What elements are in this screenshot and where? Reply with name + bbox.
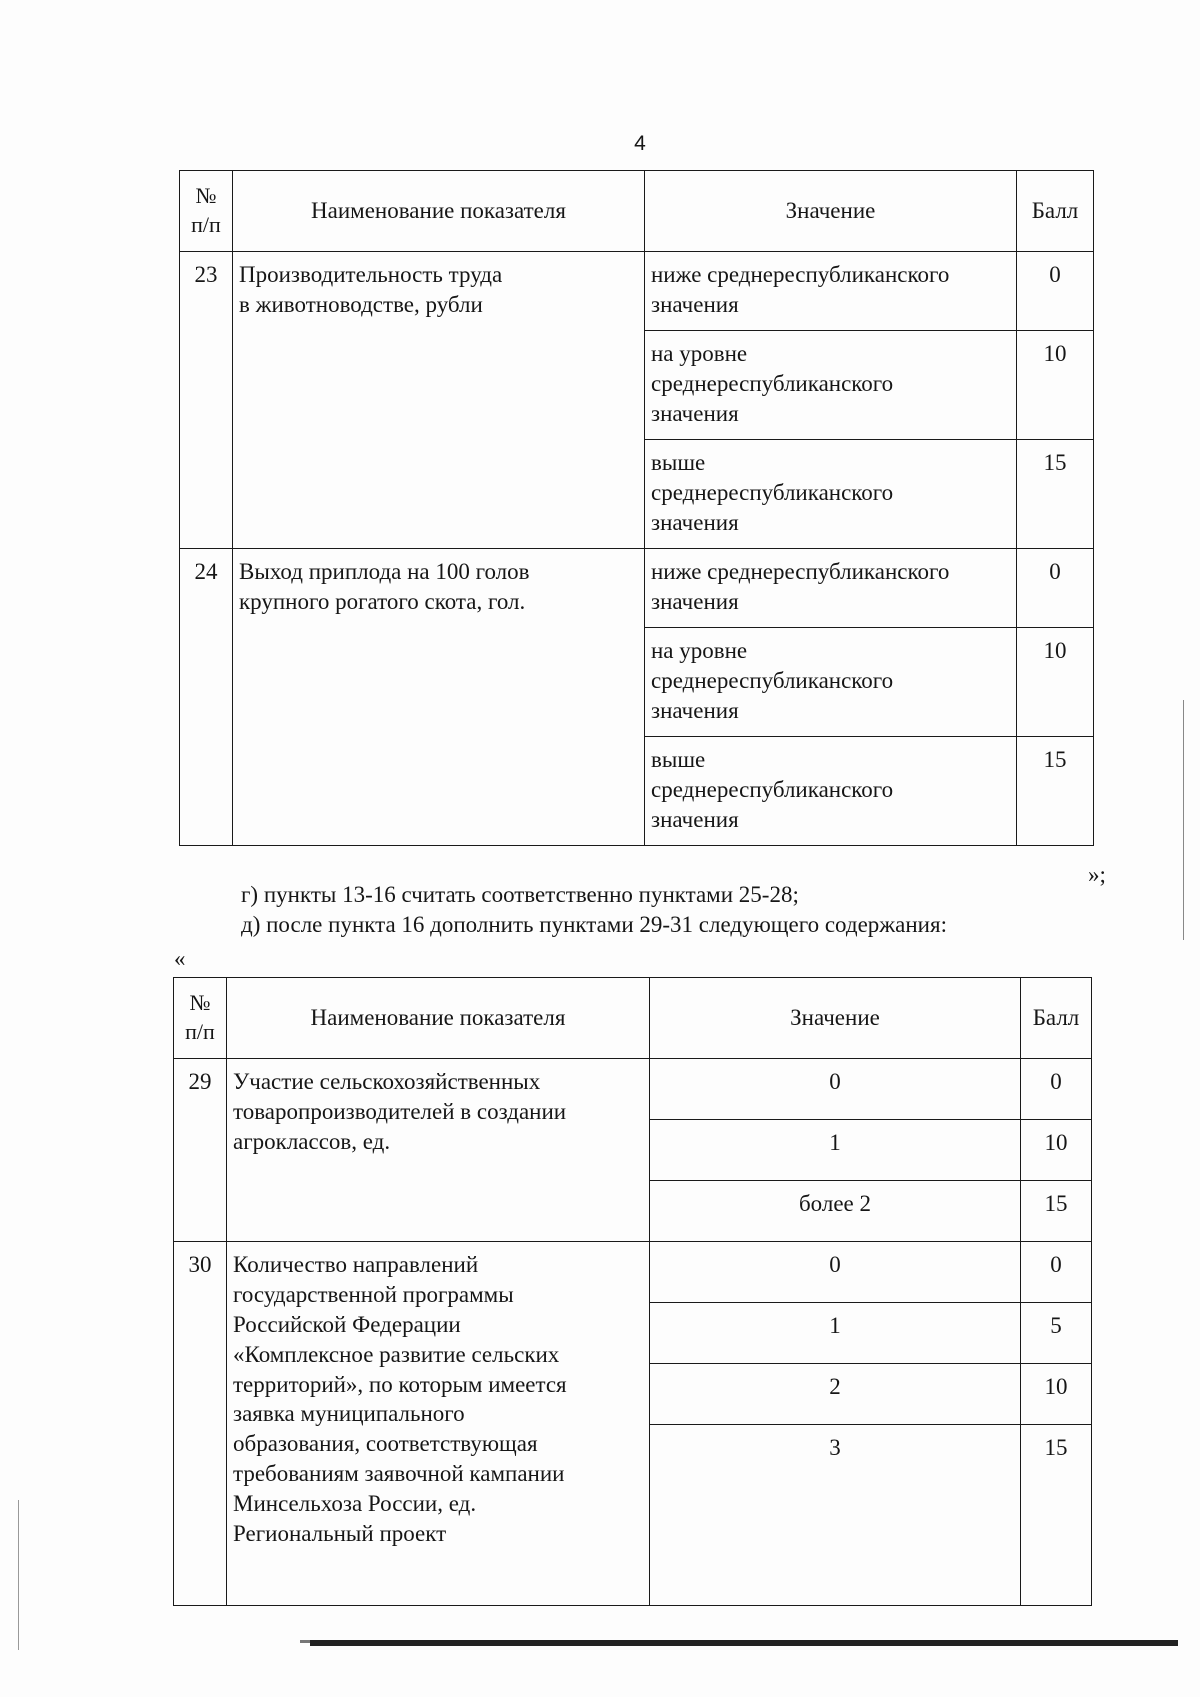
score-cell: 10	[1021, 1364, 1092, 1425]
value-cell: 0	[650, 1242, 1021, 1303]
header-score: Балл	[1017, 171, 1094, 252]
value-cell: выше среднереспубликанского значения	[645, 737, 1017, 846]
value-cell: 1	[650, 1303, 1021, 1364]
score-cell: 10	[1017, 628, 1094, 737]
score-cell: 0	[1021, 1242, 1092, 1303]
table-header-row	[174, 978, 1092, 1059]
paragraph-d: д) после пункта 16 дополнить пунктами 29-31 следующего содержания:	[241, 912, 947, 937]
row-number: 29	[174, 1059, 227, 1242]
value-cell: на уровне среднереспубликанского значения	[645, 628, 1017, 737]
page-number: 4	[634, 132, 646, 155]
row-number: 23	[180, 252, 233, 549]
score-cell: 10	[1017, 331, 1094, 440]
opening-quote: «	[174, 946, 186, 971]
indicator-name: Выход приплода на 100 голов крупного рогатого скота, гол.	[233, 549, 645, 846]
table-row	[174, 1242, 1092, 1303]
value-cell: 3	[650, 1425, 1021, 1606]
score-cell: 10	[1021, 1120, 1092, 1181]
header-name: Наименование показателя	[227, 978, 650, 1059]
header-value: Значение	[645, 171, 1017, 252]
paragraph-g: г) пункты 13-16 считать соответственно пунктами 25-28;	[241, 882, 799, 907]
value-cell: 0	[650, 1059, 1021, 1120]
value-cell: ниже среднереспубликанского значения	[645, 549, 1017, 628]
scan-edge-right	[1183, 700, 1184, 940]
value-cell: 1	[650, 1120, 1021, 1181]
score-cell: 0	[1017, 252, 1094, 331]
score-cell: 0	[1017, 549, 1094, 628]
header-num: № п/п	[174, 978, 227, 1059]
score-cell: 5	[1021, 1303, 1092, 1364]
table-row	[174, 1059, 1092, 1120]
value-cell: 2	[650, 1364, 1021, 1425]
table-row	[180, 549, 1094, 628]
indicator-name: Количество направлений государственной программы Российской Федерации «Комплексное развитие сельских территорий», по которым имеется заявка муниципального образования, соответствующая требованиям заявочной кампании Минсельхоза России, ед. Региональный проект	[227, 1242, 650, 1606]
indicator-name: Участие сельскохозяйственных товаропроизводителей в создании агроклассов, ед.	[227, 1059, 650, 1242]
indicators-table-2	[173, 977, 1092, 1606]
table-header-row	[180, 171, 1094, 252]
value-cell: на уровне среднереспубликанского значения	[645, 331, 1017, 440]
scan-edge-left	[18, 1500, 19, 1650]
header-value: Значение	[650, 978, 1021, 1059]
score-cell: 15	[1021, 1181, 1092, 1242]
value-cell: более 2	[650, 1181, 1021, 1242]
header-name: Наименование показателя	[233, 171, 645, 252]
indicator-name: Производительность труда в животноводстве, рубли	[233, 252, 645, 549]
table-row	[180, 252, 1094, 331]
score-cell: 15	[1017, 737, 1094, 846]
score-cell: 15	[1017, 440, 1094, 549]
header-score: Балл	[1021, 978, 1092, 1059]
closing-quote: »;	[1088, 862, 1106, 887]
indicators-table-1	[179, 170, 1094, 846]
row-number: 30	[174, 1242, 227, 1606]
score-cell: 0	[1021, 1059, 1092, 1120]
value-cell: ниже среднереспубликанского значения	[645, 252, 1017, 331]
value-cell: выше среднереспубликанского значения	[645, 440, 1017, 549]
score-cell: 15	[1021, 1425, 1092, 1606]
scan-line-bottom	[310, 1640, 1178, 1646]
row-number: 24	[180, 549, 233, 846]
header-num: № п/п	[180, 171, 233, 252]
